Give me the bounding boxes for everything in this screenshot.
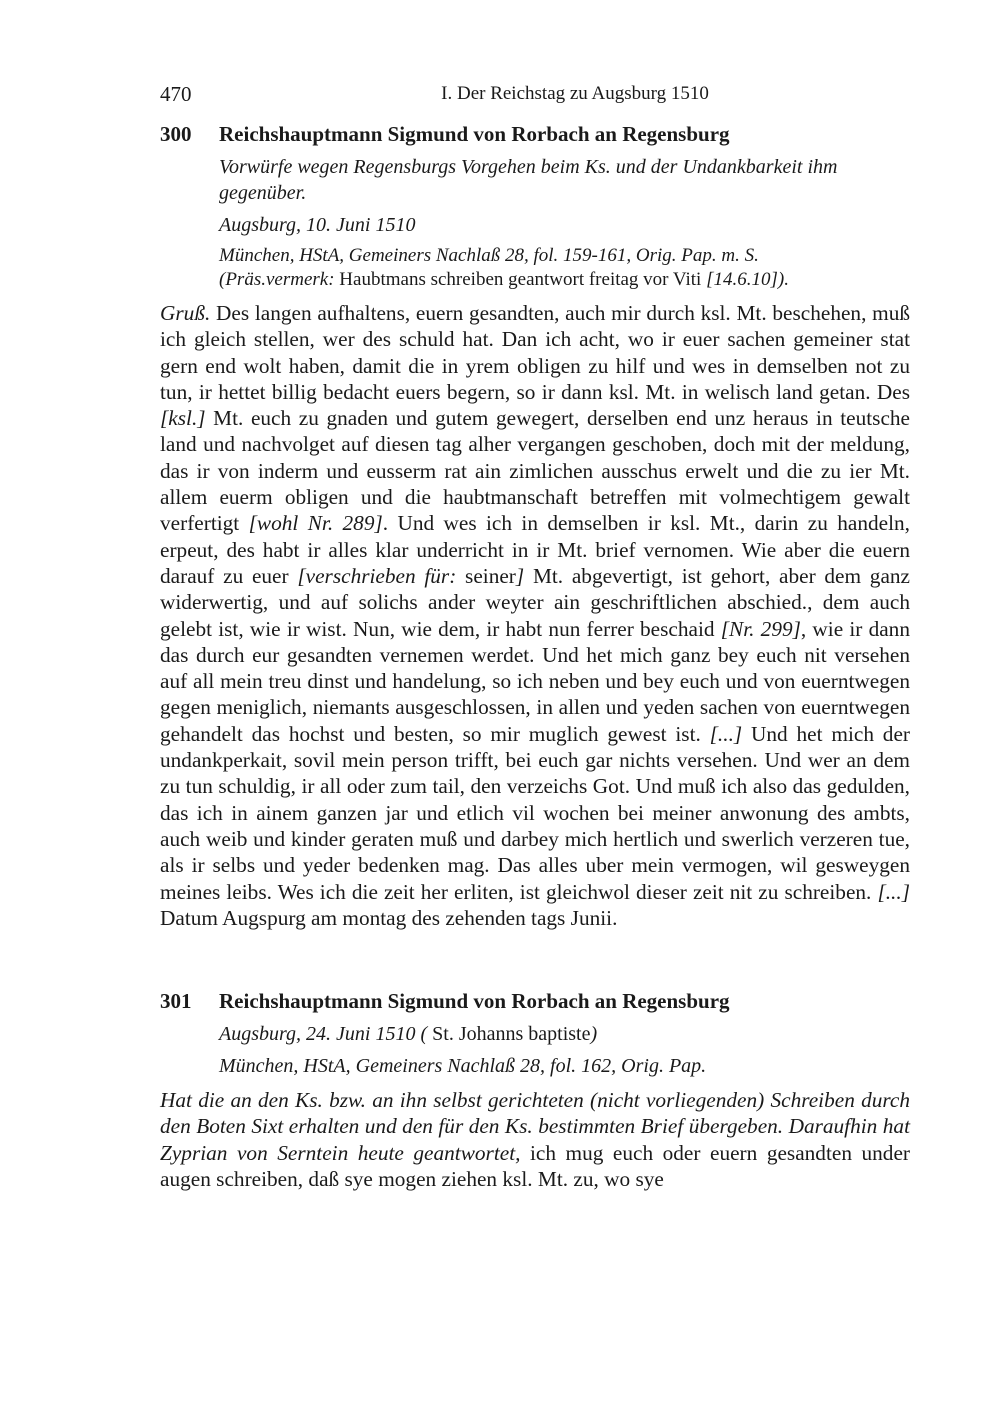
entry-number: 300 (160, 122, 192, 146)
entry-title: Reichshauptmann Sigmund von Rorbach an Regensburg (219, 122, 730, 146)
entry-summary: Vorwürfe wegen Regensburgs Vorgehen beim Ks. und der Undankbarkeit ihm gegenüber. (219, 156, 838, 204)
entry-date (219, 1021, 910, 1047)
entry-date: Augsburg, 10. Juni 1510 (219, 214, 416, 236)
page-number: 470 (160, 82, 192, 106)
body-text-segment: Mt. abgevertigt, ist gehort, aber dem ganz widerwertig, und auf solichs ander weyter ain geschriftlichen abschied., dem auch gelebt ist, wie ir wist. Nun, wie dem, ir habt nun ferrer beschaid (160, 563, 911, 641)
body-text-segment: seiner (456, 563, 516, 588)
entry-300-body (160, 300, 910, 931)
source-archive: München, HStA, Gemeiners Nachlaß 28, fol. 159-161, Orig. Pap. m. S. (219, 245, 759, 266)
body-italic-segment: [Nr. 299] (720, 616, 801, 641)
entry-number: 301 (160, 989, 192, 1014)
entry-301-heading (160, 987, 910, 1015)
running-title: I. Der Reichstag zu Augsburg 1510 (441, 83, 709, 104)
entry-300-heading (160, 120, 910, 148)
body-text-segment: Mt. euch zu gnaden und gutem gewegert, derselben end unz heraus in teutsche land und nachvolget auf diesen tag alher vergangen geschoben, doch mit der meldung, das ir von inderm und eusserm rat ain zimlichen ausschus erwelt und die zu ier Mt. allem euerm obligen und die haubtmanschaft betreffen mit volmechtigem gewalt verfertigt (160, 406, 910, 536)
entry-301-body (160, 1087, 910, 1192)
running-header (160, 78, 910, 110)
body-italic-segment: ] (515, 563, 525, 588)
entry-source (219, 244, 910, 292)
body-italic-segment: [ksl.] (160, 406, 206, 431)
body-italic-segment: [verschrieben für: (297, 563, 457, 588)
body-text-segment: Und het mich der undankperkait, sovil mein person trifft, bei euch gar nichts versehen. Und wer an dem zu tun schuldig, ir all oder zum tail, den verzeichs Got. Und muß ich also das gedulden, das ich in ainem ganzen jar und etlich vil wochen bei meiner anwonung des ambts, auch weib und kinder geraten muß und darbey mich hertlich und swerlich verzeren tue, als ir selbs und yeder bedenken mag. Das alles uber mein vermogen, wil gesweygen meines leibs. Wes ich die zeit her erliten, ist gleichwol dieser zeit nit zu schreiben. (160, 721, 910, 904)
entry-date-text: Augsburg, 24. Juni 1510 ( (219, 1023, 428, 1046)
body-text-segment: . Und wes ich in demselben ir ksl. Mt., darin zu handeln, erpeut, des habt ir alles klar underricht in ir Mt. brief vernomen. Wie aber die euern darauf zu euer (160, 511, 910, 588)
body-italic-segment: [...] (877, 879, 910, 904)
body-italic-segment: [wohl Nr. 289] (248, 511, 383, 536)
entry-title: Reichshauptmann Sigmund von Rorbach an Regensburg (219, 989, 730, 1014)
body-summary-italic: Hat die an den Ks. bzw. an ihn selbst gerichteten (nicht vorliegenden) Schreiben durch den Boten Sixt erhalten und den für den Ks. bestimmten Brief übergeben. Daraufhin hat Zyprian von Serntein heute geantwortet, (160, 1088, 910, 1165)
body-text-segment: , wie ir dann das durch eur gesandten vernemen werdet. Und het mich ganz bey euch nit versehen auf all mein treu dinst und handelung, so ich neben und bey euch und von euerntwegen gegen meniglich, niemants ausgeschlossen, in allen und yeden sachen von euerntwegen gehandelt das hochst und besten, so mir muglich gewest ist. (160, 616, 910, 746)
body-quote: ich mug euch oder euern gesandten under augen schreiben, daß sye mogen ziehen ksl. Mt. zu, wo sye (160, 1140, 910, 1192)
source-note-label: (Präs.vermerk: (219, 269, 335, 290)
source-note-date: [14.6.10]). (706, 269, 789, 290)
source-note-text: Haubtmans schreiben geantwort freitag vor Viti (334, 269, 707, 290)
body-text-segment: Datum Augspurg am montag des zehenden tags Junii. (160, 905, 618, 930)
document-page (160, 78, 910, 1192)
body-italic-segment: Gruß. (160, 301, 211, 325)
entry-date-feast: St. Johanns baptiste (427, 1023, 591, 1046)
entry-source: München, HStA, Gemeiners Nachlaß 28, fol. 162, Orig. Pap. (219, 1055, 707, 1078)
entry-date-close: ) (590, 1023, 598, 1046)
body-italic-segment: [...] (709, 721, 743, 746)
body-text-segment: Des langen aufhaltens, euern gesandten, auch mir durch ksl. Mt. beschehen, muß ich gleich stellen, wer des schuld hat. Dan ich acht, wo ir euer sachen gemeiner stat gern end wolt haben, damit die in yrem obligen zu hilf und wes in demselben not zu tun, ir hettet billig bedacht euers begern, so ir dann ksl. Mt. in welisch land getan. Des (160, 301, 910, 404)
